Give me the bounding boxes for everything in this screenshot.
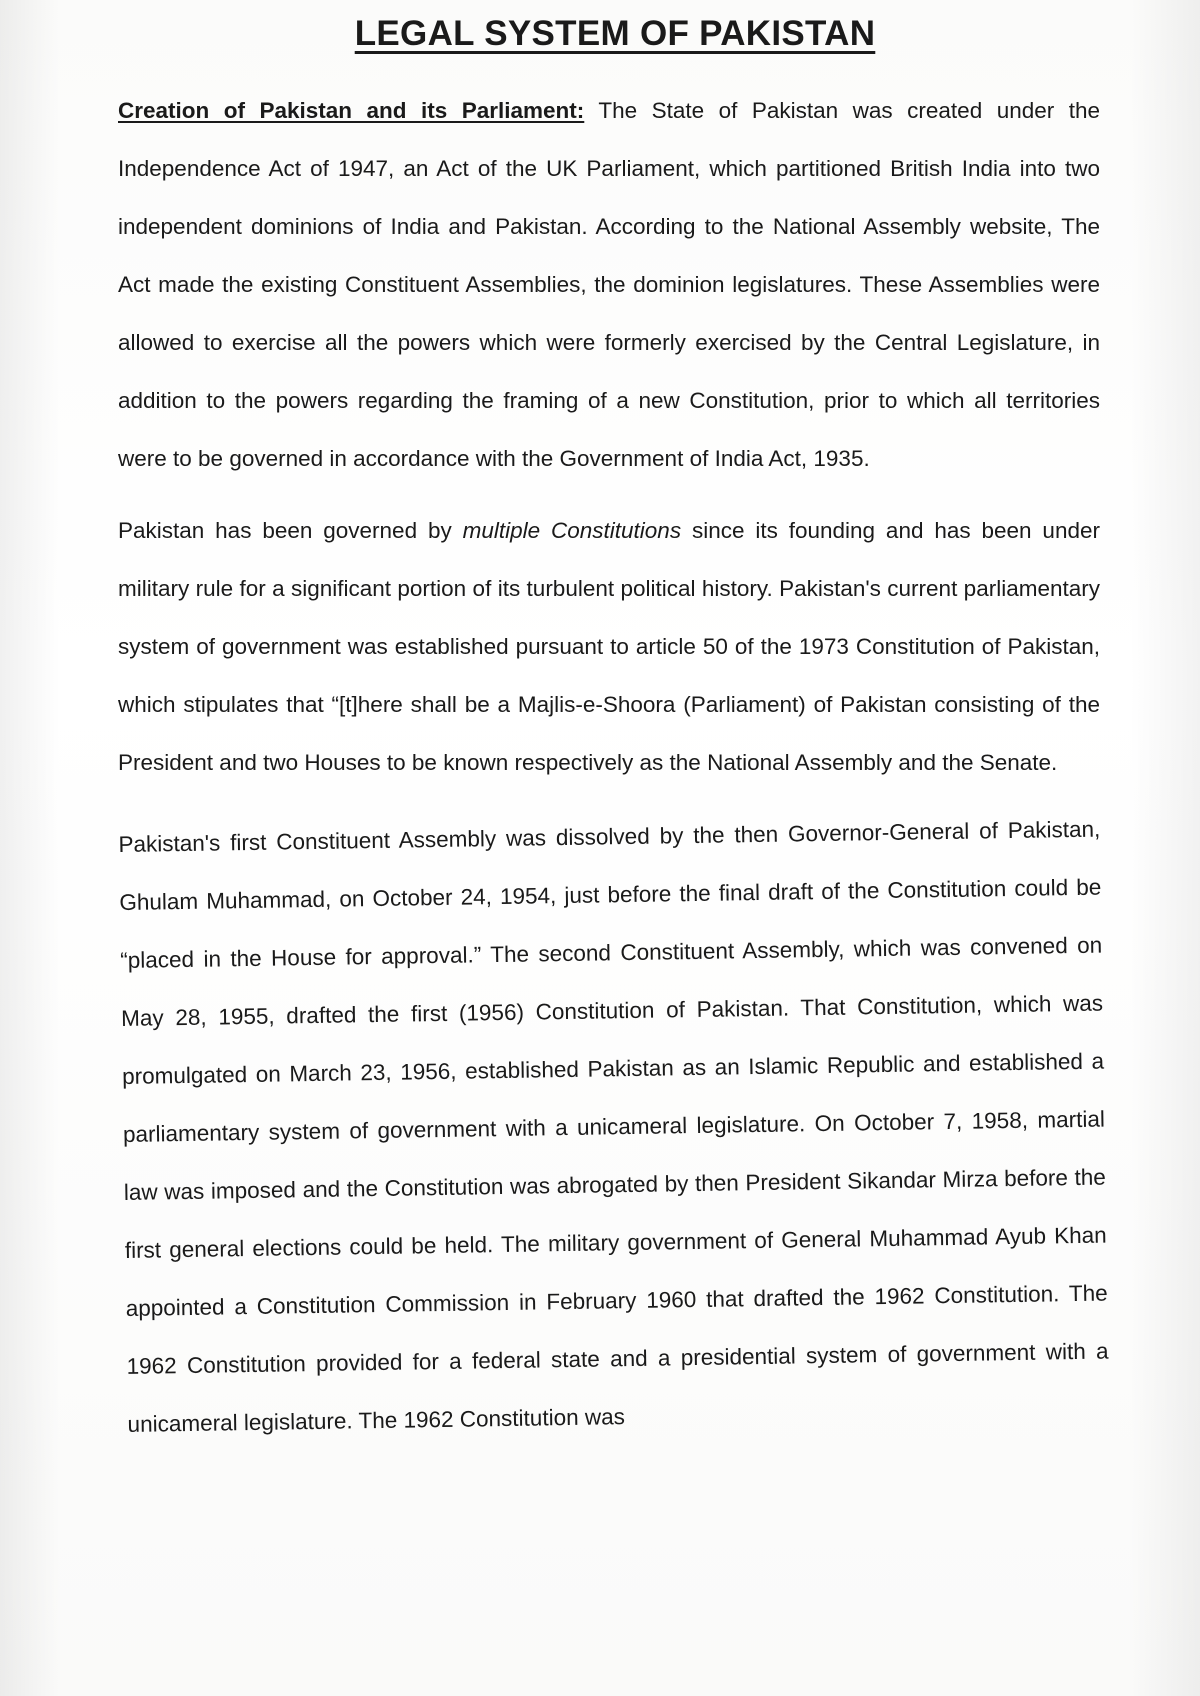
- paragraph-2-text-start: Pakistan has been governed by: [118, 518, 463, 543]
- paragraph-multiple-constitutions: [118, 502, 1100, 792]
- scan-shadow-right: [1130, 0, 1200, 1696]
- paragraph-2-text-end: since its founding and has been under military rule for a significant portion of its turbulent political history. Pakistan's current parliamentary system of government was established pursuant to article 50 of the 1973 Constitution of Pakistan, which stipulates that “[t]here shall be a Majlis-e-Shoora (Parliament) of Pakistan consisting of the President and two Houses to be known respectively as the National Assembly and the Senate.: [118, 518, 1100, 775]
- italic-phrase: multiple Constitutions: [462, 518, 682, 543]
- scan-shadow-left: [0, 0, 60, 1696]
- section-heading: Creation of Pakistan and its Parliament:: [118, 98, 585, 123]
- document-title: LEGAL SYSTEM OF PAKISTAN: [354, 14, 876, 53]
- paragraph-1-text: The State of Pakistan was created under the Independence Act of 1947, an Act of the UK Parliament, which partitioned British India into two independent dominions of India and Pakistan. According to the National Assembly website, The Act made the existing Constituent Assemblies, the dominion legislatures. These Assemblies were allowed to exercise all the powers which were formerly exercised by the Central Legislature, in addition to the powers regarding the framing of a new Constitution, prior to which all territories were to be governed in accordance with the Government of India Act, 1935.: [118, 98, 1101, 471]
- paragraph-creation-of-pakistan: [118, 82, 1100, 488]
- paragraph-constituent-assembly: Pakistan's first Constituent Assembly was dissolved by the then Governor-General of Pakistan, Ghulam Muhammad, on October 24, 1954, just before the final draft of the Constitution could be “placed in the House for approval.” The second Constituent Assembly, which was convened on May 28, 1955, drafted the first (1956) Constitution of Pakistan. That Constitution, which was promulgated on March 23, 1956, established Pakistan as an Islamic Republic and established a parliamentary system of government with a unicameral legislature. On October 7, 1958, martial law was imposed and the Constitution was abrogated by then President Sikandar Mirza before the first general elections could be held. The military government of General Muhammad Ayub Khan appointed a Constitution Commission in February 1960 that drafted the 1962 Constitution. The 1962 Constitution provided for a federal state and a presidential system of government with a unicameral legislature. The 1962 Constitution was: [118, 816, 1109, 1437]
